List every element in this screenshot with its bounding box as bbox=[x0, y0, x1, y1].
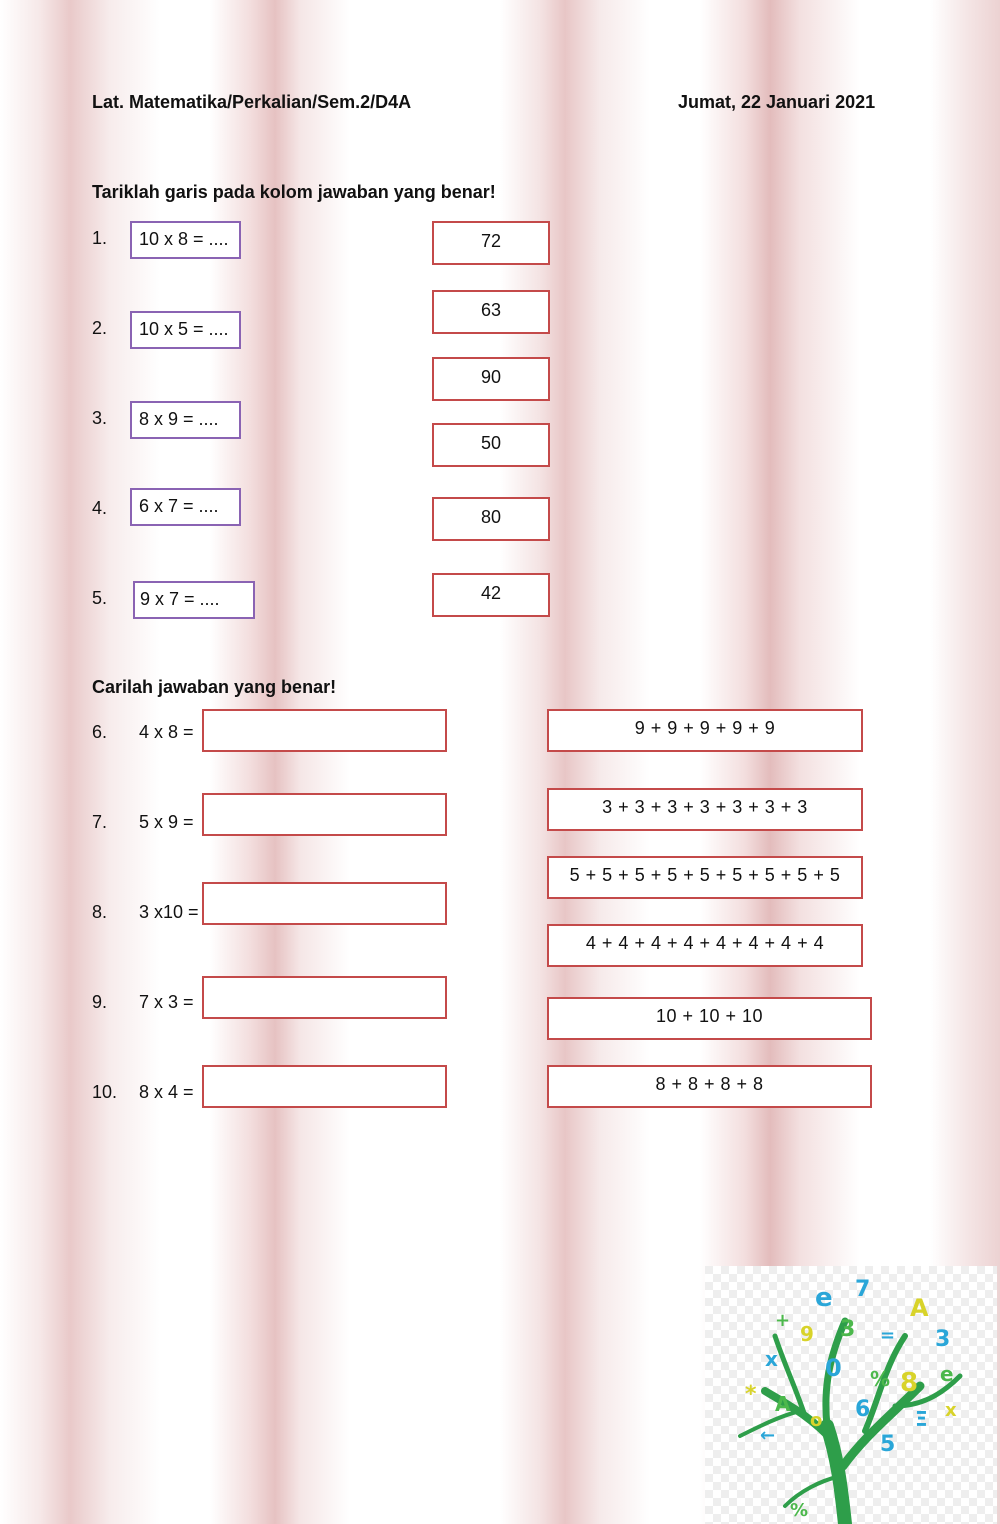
question-number: 10. bbox=[92, 1082, 118, 1102]
answer-input[interactable] bbox=[202, 793, 447, 836]
svg-text:e: e bbox=[815, 1283, 833, 1313]
svg-text:0: 0 bbox=[825, 1354, 842, 1382]
question-number: 5. bbox=[92, 588, 108, 608]
answer-box[interactable]: 50 bbox=[432, 423, 550, 467]
section1-instruction: Tariklah garis pada kolom jawaban yang benar! bbox=[92, 182, 496, 202]
svg-text:Ξ: Ξ bbox=[915, 1407, 928, 1431]
answer-box[interactable]: 63 bbox=[432, 290, 550, 334]
sum-option-box[interactable]: 5 + 5 + 5 + 5 + 5 + 5 + 5 + 5 + 5 bbox=[547, 856, 863, 899]
answer-input[interactable] bbox=[202, 709, 447, 752]
answer-box[interactable]: 72 bbox=[432, 221, 550, 265]
sum-option-box[interactable]: 9 + 9 + 9 + 9 + 9 bbox=[547, 709, 863, 752]
sum-option-box[interactable]: 4 + 4 + 4 + 4 + 4 + 4 + 4 + 4 bbox=[547, 924, 863, 967]
svg-text:=: = bbox=[880, 1325, 896, 1346]
svg-text:7: 7 bbox=[855, 1277, 871, 1302]
svg-text:x: x bbox=[765, 1347, 778, 1371]
question-number: 8. bbox=[92, 902, 108, 922]
worksheet-title: Lat. Matematika/Perkalian/Sem.2/D4A bbox=[92, 92, 412, 112]
section2-instruction: Carilah jawaban yang benar! bbox=[92, 677, 337, 697]
sum-option-box[interactable]: 10 + 10 + 10 bbox=[547, 997, 872, 1040]
sum-option-box[interactable]: 8 + 8 + 8 + 8 bbox=[547, 1065, 872, 1108]
question-number: 7. bbox=[92, 812, 108, 832]
question-number: 6. bbox=[92, 722, 108, 742]
svg-text:A: A bbox=[910, 1294, 929, 1322]
answer-box[interactable]: 90 bbox=[432, 357, 550, 401]
question-box[interactable]: 9 x 7 = .... bbox=[133, 581, 255, 619]
answer-box[interactable]: 42 bbox=[432, 573, 550, 617]
svg-text:o: o bbox=[810, 1410, 823, 1431]
question-number: 4. bbox=[92, 498, 108, 518]
question-text: 4 x 8 = bbox=[139, 722, 194, 742]
svg-text:3: 3 bbox=[840, 1317, 856, 1342]
question-box[interactable]: 10 x 8 = .... bbox=[130, 221, 241, 259]
sum-option-box[interactable]: 3 + 3 + 3 + 3 + 3 + 3 + 3 bbox=[547, 788, 863, 831]
question-box[interactable]: 6 x 7 = .... bbox=[130, 488, 241, 526]
svg-text:x: x bbox=[945, 1400, 957, 1421]
math-tree-icon bbox=[705, 1266, 997, 1524]
svg-text:3: 3 bbox=[935, 1327, 951, 1352]
question-number: 1. bbox=[92, 228, 108, 248]
question-number: 9. bbox=[92, 992, 108, 1012]
svg-text:%: % bbox=[870, 1367, 891, 1391]
svg-text:A: A bbox=[775, 1392, 791, 1416]
question-text: 3 x10 = bbox=[139, 902, 199, 922]
question-number: 3. bbox=[92, 408, 108, 428]
answer-input[interactable] bbox=[202, 976, 447, 1019]
question-box[interactable]: 10 x 5 = .... bbox=[130, 311, 241, 349]
question-box[interactable]: 8 x 9 = .... bbox=[130, 401, 241, 439]
svg-text:%: % bbox=[790, 1500, 809, 1521]
svg-text:*: * bbox=[745, 1382, 757, 1407]
svg-text:5: 5 bbox=[880, 1432, 896, 1457]
question-number: 2. bbox=[92, 318, 108, 338]
svg-text:+: + bbox=[775, 1310, 791, 1331]
question-text: 7 x 3 = bbox=[139, 992, 194, 1012]
svg-text:8: 8 bbox=[900, 1368, 919, 1398]
answer-input[interactable] bbox=[202, 882, 447, 925]
worksheet-date: Jumat, 22 Januari 2021 bbox=[678, 92, 876, 112]
svg-text:e: e bbox=[940, 1362, 954, 1386]
svg-text:6: 6 bbox=[855, 1397, 871, 1422]
svg-text:9: 9 bbox=[800, 1322, 814, 1346]
question-text: 5 x 9 = bbox=[139, 812, 194, 832]
answer-box[interactable]: 80 bbox=[432, 497, 550, 541]
answer-input[interactable] bbox=[202, 1065, 447, 1108]
question-text: 8 x 4 = bbox=[139, 1082, 194, 1102]
svg-text:←: ← bbox=[760, 1425, 776, 1446]
